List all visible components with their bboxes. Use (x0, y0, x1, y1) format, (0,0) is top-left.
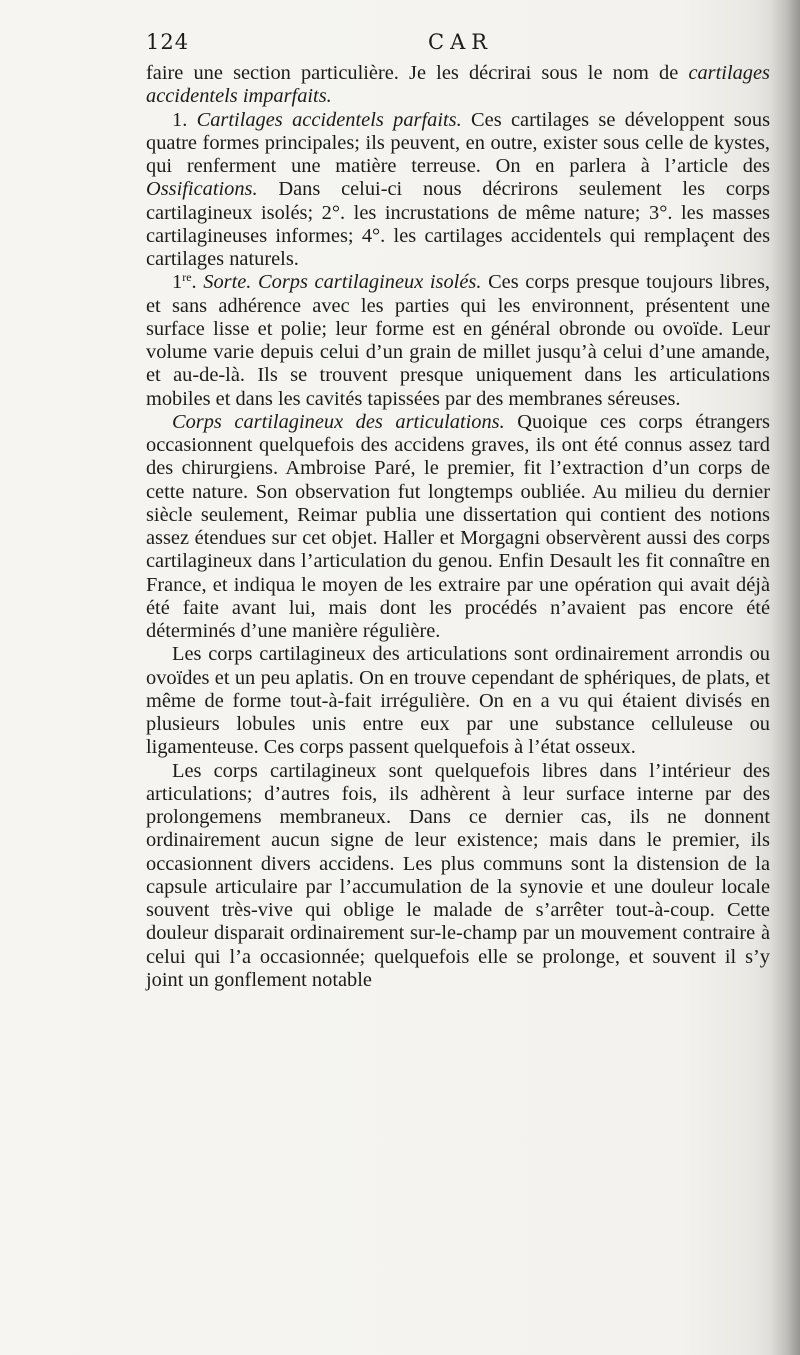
italic-term: Cartilages accidentels parfaits. (196, 108, 462, 131)
text-run: faire une section particulière. Je les décrirai sous le nom de (146, 62, 689, 84)
text-run: Ces corps presque toujours libres, et sans adhérence avec les parties qui les environnent, présentent une surface lisse et polie; leur forme est en général obronde ou ovoïde. Leur volume varie depuis celui d’un grain de millet jusqu’à celui d’une amande, et au-de-là. Ils se trouvent presque uniquement dans les articulations mobiles et dans les cavités tapissées par des membranes séreuses. (146, 271, 771, 410)
page-number: 124 (146, 30, 190, 54)
paragraph-isolated-bodies (146, 271, 770, 411)
text-run: 1. (172, 108, 197, 131)
paragraph-joint-bodies-history (146, 411, 770, 644)
paragraph-continuation (146, 62, 770, 109)
text-run: 1 (172, 271, 183, 294)
italic-term: Ossifications. (146, 178, 258, 201)
text-run: Dans celui-ci nous décrirons seulement les corps cartilagineux isolés; 2°. les incrustations de même nature; 3°. les masses cartilagineuses informes; 4°. les cartilages accidentels qui remplaçent des cartilages naturels. (146, 178, 770, 270)
text-run: Les corps cartilagineux sont quelquefois libres dans l’intérieur des articulations; d’autres fois, ils adhèrent à leur surface interne par des prolongemens membraneux. Dans ce dernier cas, ils ne donnent ordinairement aucun signe de leur existence; mais dans le premier, ils occasionnent divers accidens. Les plus communs sont la distension de la capsule articulaire par l’accumulation de la synovie et une douleur locale souvent très-vive qui oblige le malade de s’arrêter tout-à-coup. Cette douleur disparait ordinairement sur-le-champ par un mouvement contraire à celui qui l’a occasionnée; quelquefois elle se prolonge, et souvent il s’y joint un gonflement notable (146, 759, 770, 991)
paragraph-perfect-cartilages (146, 109, 770, 272)
text-run: Quoique ces corps étrangers occasionnent quelquefois des accidens graves, ils ont été connus assez tard des chirurgiens. Ambroise Paré, le premier, fit l’extraction d’un corps de cette nature. Son observation fut longtemps oubliée. Au milieu du dernier siècle seulement, Reimar publia une dissertation qui contient des notions assez étendues sur cet objet. Haller et Morgagni observèrent aussi des corps cartilagineux dans l’articulation du genou. Enfin Desault les fit connaître en France, et indiqua le moyen de les extraire par une opération qui avait déjà été faite avant lui, mais dont les procédés n’avaient pas encore été déterminés d’une manière régulière. (146, 410, 770, 642)
body-text (146, 62, 770, 992)
paragraph-joint-bodies-symptoms (146, 760, 770, 993)
page-gutter-shadow (770, 0, 800, 1355)
running-head (146, 30, 778, 56)
text-run: Les corps cartilagineux des articulations sont ordinairement arrondis ou ovoïdes et un peu aplatis. On en trouve cependant de sphériques, de plats, et même de forme tout-à-fait irrégulière. On en a vu qui étaient divisés en plusieurs lobules unis entre eux par une substance celluleuse ou ligamenteuse. Ces corps passent quelquefois à l’état osseux. (146, 643, 770, 759)
italic-term: Corps cartilagineux des articulations. (172, 410, 505, 433)
paragraph-joint-bodies-shape (146, 643, 770, 759)
text-run: Ces cartilages se développent sous quatre formes principales; ils peuvent, en outre, exister sous celle de kystes, qui renferment une matière terreuse. On en parlera à l’article des (146, 108, 771, 177)
text-run: . (191, 271, 204, 294)
ordinal-superscript: re (182, 270, 192, 285)
italic-term: Sorte. Corps cartilagineux isolés. (203, 271, 482, 294)
italic-term: cartilages accidentels imparfaits. (146, 62, 770, 108)
section-title: CAR (428, 30, 494, 54)
